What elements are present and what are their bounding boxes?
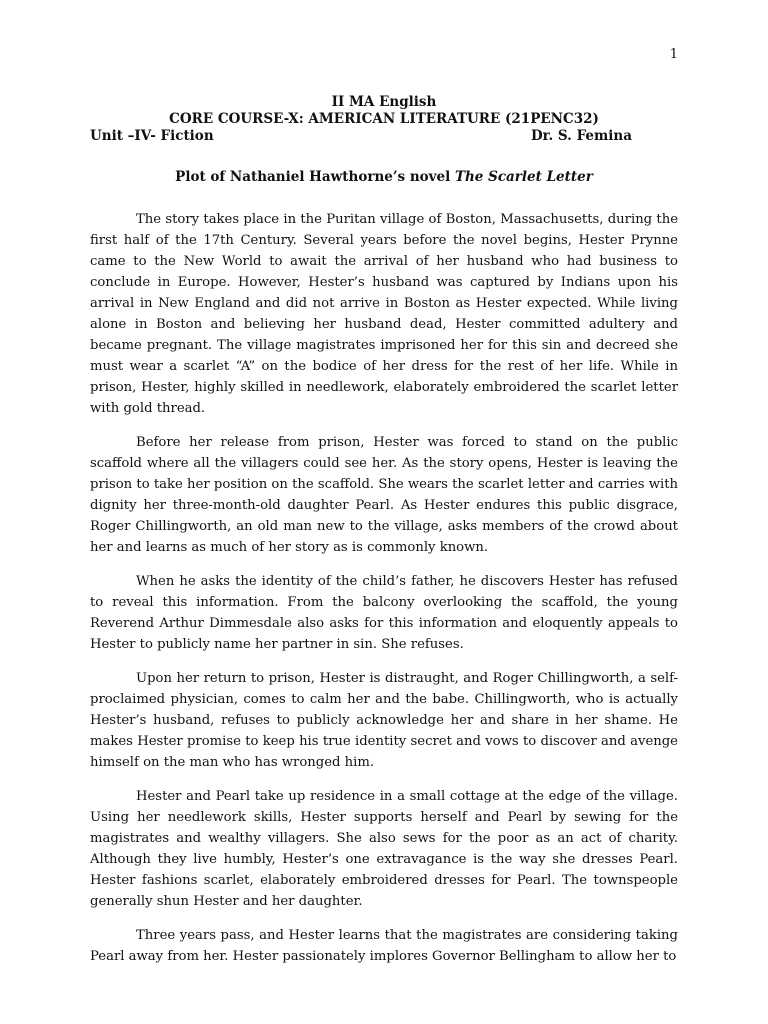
paragraph: The story takes place in the Puritan village of Boston, Massachusetts, during the first half of the 17th Century. Several years before the novel begins, Hester Prynne came to the New World to await the arrival of her husband who had business to conclude in Europe. However, Hester’s husband was captured by Indians upon his arrival in New England and did not arrive in Boston as Hester expected. While living alone in Boston and believing her husband dead, Hester committed adultery and became pregnant. The village magistrates imprisoned her for this sin and decreed she must wear a scarlet “A” on the bodice of her dress for the rest of her life. While in prison, Hester, highly skilled in needlework, elaborately embroidered the scarlet letter with gold thread. [90,212,678,416]
paragraph: Before her release from prison, Hester was forced to stand on the public scaffold where all the villagers could see her. As the story opens, Hester is leaving the prison to take her position on the scaffold. She wears the scarlet letter and carries with dignity her three-month-old daughter Pearl. As Hester endures this public disgrace, Roger Chillingworth, an old man new to the village, asks members of the crowd about her and learns as much of her story as is commonly known. [90,435,678,555]
paragraph: Upon her return to prison, Hester is distraught, and Roger Chillingworth, a self-proclaimed physician, comes to calm her and the babe. Chillingworth, who is actually Hester’s husband, refuses to publicly acknowledge her and share in her shame. He makes Hester promise to keep his true identity secret and vows to discover and avenge himself on the man who has wronged him. [90,671,678,770]
title-prefix: Plot of Nathaniel Hawthorne’s novel [175,169,455,185]
page-number: 1 [669,47,678,62]
header-author: Dr. S. Femina [530,128,632,144]
document-header [90,94,678,145]
document-body [90,209,678,980]
header-unit-row [90,128,678,145]
paragraph: When he asks the identity of the child’s father, he discovers Hester has refused to reveal this information. From the balcony overlooking the scaffold, the young Reverend Arthur Dimmesdale also asks for this information and eloquently appeals to Hester to publicly name her partner in sin. She refuses. [90,574,678,652]
title-novel-name: The Scarlet Letter [454,169,593,185]
paragraph: Hester and Pearl take up residence in a small cottage at the edge of the village. Using her needlework skills, Hester supports herself and Pearl by sewing for the magistrates and wealthy villagers. She also sews for the poor as an act of charity. Although they live humbly, Hester’s one extravagance is the way she dresses Pearl. Hester fashions scarlet, elaborately embroidered dresses for Pearl. The townspeople generally shun Hester and her daughter. [90,789,678,909]
header-class-line: II MA English [331,94,437,110]
document-title [90,169,678,185]
header-unit: Unit –IV- Fiction [90,128,214,144]
header-course-line: CORE COURSE-X: AMERICAN LITERATURE (21PENC32) [169,111,599,127]
paragraph: Three years pass, and Hester learns that the magistrates are considering taking Pearl away from her. Hester passionately implores Governor Bellingham to allow her to [90,928,678,964]
